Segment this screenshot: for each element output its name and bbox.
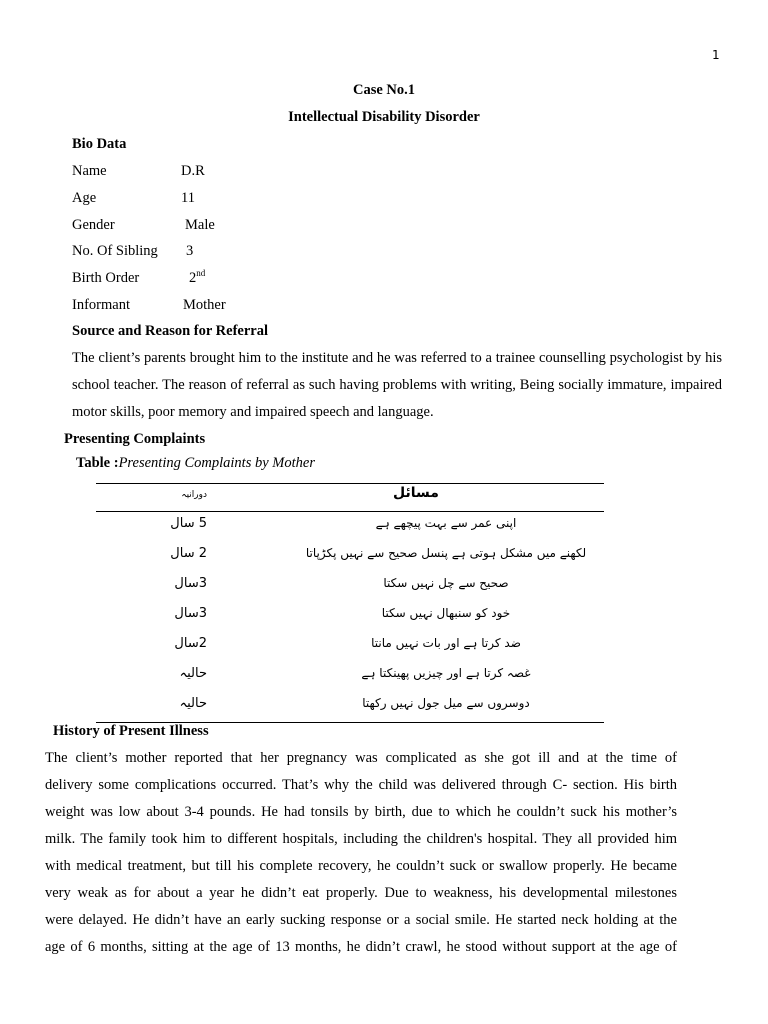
bio-label-name: Name <box>72 163 107 179</box>
history-line: delivery some complications occurred. That’s why the child was delivered through C- section. His birth <box>45 777 677 793</box>
bio-label-informant: Informant <box>72 297 130 313</box>
table-row <box>96 602 604 632</box>
header-problems: مسائل <box>393 485 439 501</box>
cell-duration: حالیہ <box>179 666 207 681</box>
complaints-table <box>96 483 604 723</box>
bio-label-gender: Gender <box>72 217 115 233</box>
bio-value-birth-order <box>189 268 205 287</box>
referral-paragraph <box>72 345 722 426</box>
table-row <box>96 632 604 662</box>
history-line: milk. The family took him to different hospitals, including the children's hospital. They all provided him <box>45 831 677 847</box>
bio-value-informant: Mother <box>183 297 226 313</box>
cell-problem: ضد کرتا ہے اور بات نہیں مانتا <box>371 636 521 650</box>
bio-label-birth-order: Birth Order <box>72 270 140 286</box>
history-line: age of 6 months, sitting at the age of 13 months, he didn’t crawl, he stood without support at the age of <box>45 939 677 955</box>
history-paragraph <box>45 745 677 961</box>
history-line: weight was low about 3-4 pounds. He had tonsils by birth, due to which he couldn’t suck his mother’s <box>45 804 677 820</box>
cell-duration: 3سال <box>174 576 207 591</box>
referral-line: motor skills, poor memory and impaired speech and language. <box>72 404 434 420</box>
history-line: with medical treatment, but till his complete recovery, he couldn’t suck or swallow properly. He became <box>45 858 677 874</box>
bio-value-name: D.R <box>181 163 205 179</box>
cell-duration: 3سال <box>174 606 207 621</box>
cell-problem: صحیح سے چل نہیں سکتا <box>383 576 509 590</box>
cell-problem: غصہ کرتا ہے اور چیزیں پھینکتا ہے <box>361 666 531 680</box>
referral-line: school teacher. The reason of referral as such having problems with writing, Being socially immature, impaired <box>72 377 722 393</box>
table-row <box>96 542 604 572</box>
cell-duration: 5 سال <box>170 516 207 531</box>
bio-value-siblings: 3 <box>186 243 194 259</box>
table-caption-label: Table : <box>76 455 119 471</box>
header-duration: دورانیہ <box>181 490 207 500</box>
bio-data-heading: Bio Data <box>72 136 127 152</box>
bio-value-age: 11 <box>181 190 195 206</box>
bio-label-age: Age <box>72 190 97 206</box>
history-line: very weak as for about a year he didn’t eat properly. Due to weakness, his developmental milestones <box>45 885 677 901</box>
bio-value-gender: Male <box>185 217 215 233</box>
table-row <box>96 692 604 722</box>
bio-label-siblings: No. Of Sibling <box>72 243 158 259</box>
cell-problem: لکھنے میں مشکل ہوتی ہے پنسل صحیح سے نہیں پکڑپاتا <box>305 546 587 560</box>
cell-duration: حالیہ <box>179 696 207 711</box>
table-caption-text: Presenting Complaints by Mother <box>118 455 315 471</box>
cell-problem: دوسروں سے میل جول نہیں رکھتا <box>362 696 530 710</box>
table-row <box>96 662 604 692</box>
history-line: were delayed. He didn’t have an early sucking response or a social smile. He started neck holding at the <box>45 912 677 928</box>
table-row <box>96 512 604 542</box>
page-number: 1 <box>712 48 720 62</box>
birth-order-number: 2 <box>189 269 197 286</box>
history-heading: History of Present Illness <box>53 723 209 739</box>
referral-heading: Source and Reason for Referral <box>72 323 268 339</box>
table-caption <box>76 455 315 472</box>
disorder-title: Intellectual Disability Disorder <box>288 109 480 125</box>
cell-problem: خود کو سنبھال نہیں سکتا <box>381 606 511 620</box>
case-title: Case No.1 <box>352 82 416 98</box>
cell-duration: 2 سال <box>170 546 207 561</box>
table-header-row <box>96 484 604 512</box>
referral-line: The client’s parents brought him to the institute and he was referred to a trainee counselling psychologist by his <box>72 350 722 366</box>
history-line: The client’s mother reported that her pregnancy was complicated as she got ill and at the time of <box>45 750 677 766</box>
complaints-heading: Presenting Complaints <box>64 431 206 447</box>
birth-order-suffix: nd <box>196 268 206 278</box>
cell-problem: اپنی عمر سے بہت پیچھے ہے <box>375 516 517 530</box>
cell-duration: 2سال <box>174 636 207 651</box>
table-row <box>96 572 604 602</box>
